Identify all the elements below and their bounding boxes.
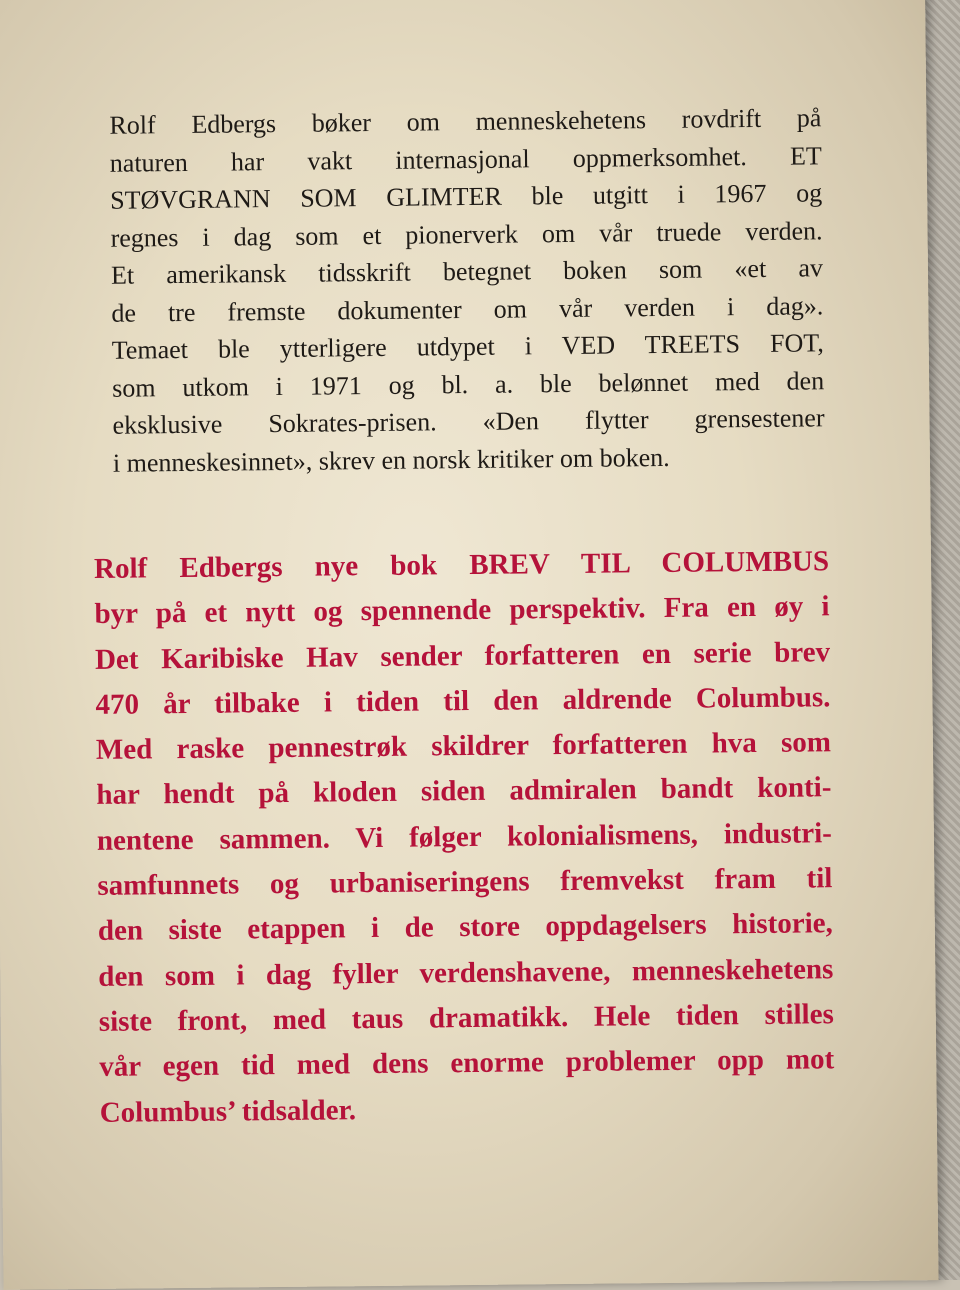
text-line: i menneskesinnet», skrev en norsk kritiker om boken. [112,442,670,478]
text-line: eksklusive Sokrates-prisen. «Den flytter grensestener [112,403,825,440]
text-line: Med raske pennestrøk skildrer forfatteren hva som [95,726,832,767]
text-line: STØVGRANN SOM GLIMTER ble utgitt i 1967 og [110,178,823,215]
text-line: 470 år tilbake i tiden til den aldrende Columbus. [95,681,831,721]
text-line: som utkom i 1971 og bl. a. ble belønnet med den [112,365,825,403]
text-line: byr på et nytt og spennende perspektiv. Fra en øy i [94,590,830,631]
text-line: de tre fremste dokumenter om vår verden i dag». [111,290,824,328]
text-line: Rolf Edbergs bøker om menneskehetens rovdrift på [109,103,822,140]
text-line: nentene sammen. Vi følger kolonialismens, industri- [96,817,833,857]
text-line: regnes i dag som et pionerverk om vår truede verden. [110,215,823,253]
text-line: Det Karibiske Hav sender forfatteren en serie brev [94,635,831,676]
text-line: Rolf Edbergs nye bok BREV TIL COLUMBUS [93,545,830,585]
text-line: Temaet ble ytterligere utdypet i VED TREETS FOT, [111,328,824,365]
text-line: den siste etappen i de store oppdagelsers historie, [97,907,833,948]
text-line: Et amerikansk tidsskrift betegnet boken som «et av [110,253,824,290]
feature-paragraph [94,539,835,1136]
text-line: siste front, med taus dramatikk. Hele tiden stilles [98,998,834,1038]
text-line: har hendt på kloden siden admiralen bandt konti- [96,771,832,812]
text-line: vår egen tid med dens enorme problemer opp mot [99,1043,835,1084]
intro-paragraph [109,99,825,481]
text-line: Columbus’ tidsalder. [99,1093,357,1129]
text-line: den som i dag fyller verdenshavene, menneskehetens [98,952,834,993]
text-line: samfunnets og urbaniseringens fremvekst fram til [97,862,833,903]
text-line: naturen har vakt internasjonal oppmerksomhet. ET [109,140,822,178]
